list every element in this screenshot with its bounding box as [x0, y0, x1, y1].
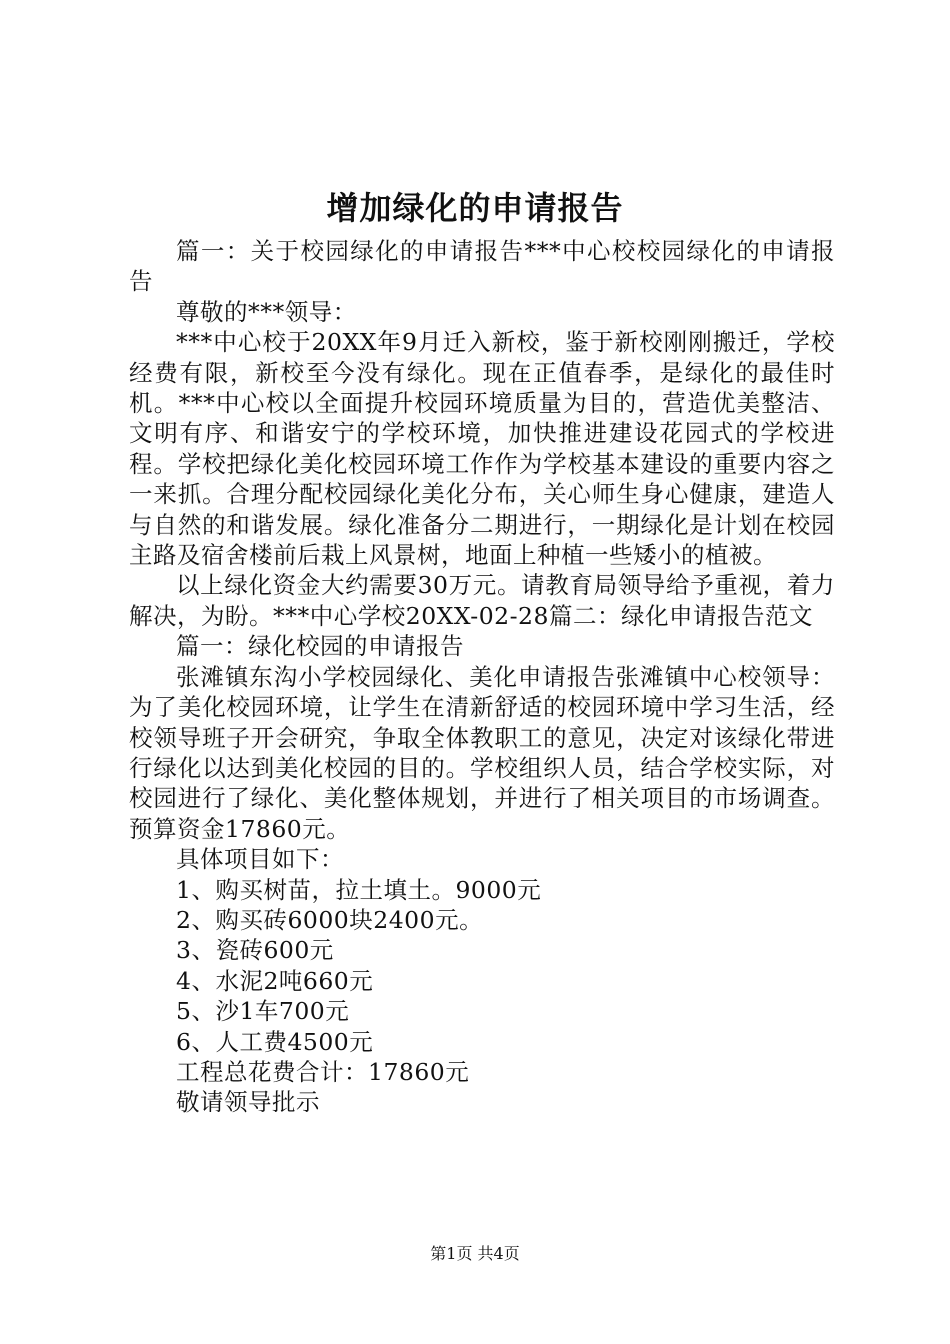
page-footer: 第1页 共4页 — [430, 1244, 520, 1263]
paragraph-closing: 敬请领导批示 — [176, 1088, 320, 1117]
paragraph-heading-1: 篇一：关于校园绿化的申请报告***中心校校园绿化的申请报告 — [129, 237, 835, 296]
paragraph-main-3: 张滩镇东沟小学校园绿化、美化申请报告张滩镇中心校领导：为了美化校园环境，让学生在清新舒适的校园环境中学习生活，经校领导班子开会研究，争取全体教职工的意见，决定对该绿化带进行绿化以达到美化校园的目的。学校组织人员，结合学校实际，对校园进行了绿化、美化整体规划，并进行了相关项目的市场调查。预算资金17860元。 — [129, 662, 835, 843]
list-item: 1、购买树苗，拉土填土。9000元 — [176, 875, 542, 904]
list-item: 6、人工费4500元 — [176, 1027, 374, 1056]
paragraph-salutation: 尊敬的***领导： — [176, 297, 357, 326]
paragraph-total: 工程总花费合计：17860元 — [176, 1057, 470, 1086]
paragraph-heading-2: 篇一：绿化校园的申请报告 — [176, 632, 464, 661]
list-item: 2、购买砖6000块2400元。 — [176, 905, 484, 934]
list-item: 4、水泥2吨660元 — [176, 966, 374, 995]
list-item: 3、瓷砖600元 — [176, 936, 334, 965]
paragraph-list-intro: 具体项目如下： — [176, 845, 344, 874]
paragraph-main-1: ***中心校于20XX年9月迁入新校，鉴于新校刚刚搬迁，学校经费有限，新校至今没有绿化。现在正值春季，是绿化的最佳时机。***中心校以全面提升校园环境质量为目的，营造优美整洁、文明有序、和谐安宁的学校环境，加快推进建设花园式的学校进程。学校把绿化美化校园环境工作作为学校基本建设的重要内容之一来抓。合理分配校园绿化美化分布，关心师生身心健康，建造人与自然的和谐发展。绿化准备分二期进行，一期绿化是计划在校园主路及宿舍楼前后栽上风景树，地面上种植一些矮小的植被。 — [129, 328, 835, 570]
document-body — [129, 236, 835, 1118]
list-item: 5、沙1车700元 — [176, 997, 350, 1026]
document-title: 增加绿化的申请报告 — [326, 189, 624, 227]
paragraph-main-2: 以上绿化资金大约需要30万元。请教育局领导给予重视，着力解决，为盼。***中心学校20XX-02-28篇二：绿化申请报告范文 — [129, 571, 835, 630]
